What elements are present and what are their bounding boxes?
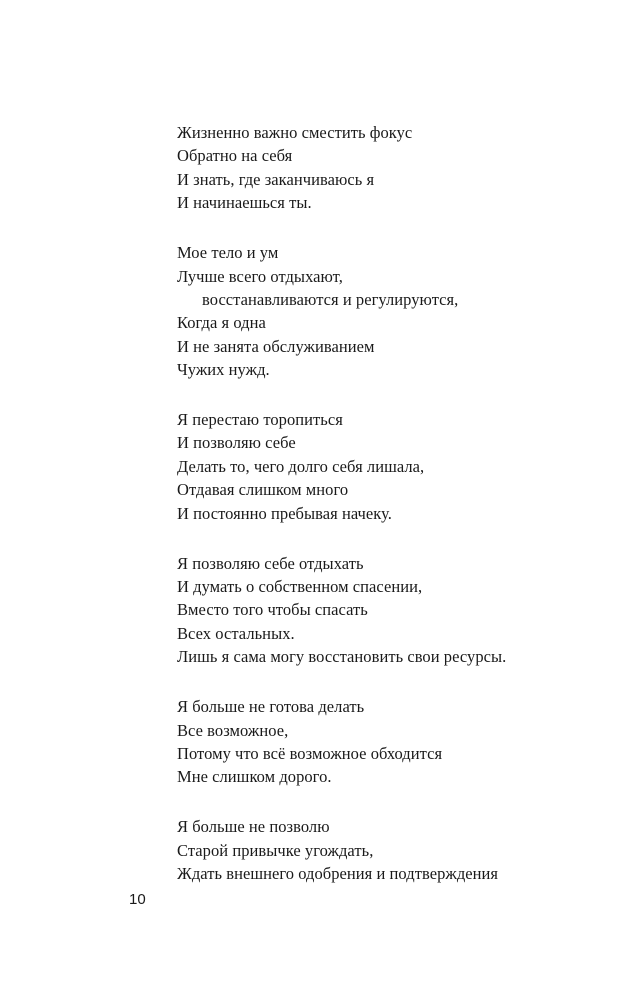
poem-line: Жизненно важно сместить фокус	[177, 123, 413, 142]
page-number: 10	[129, 891, 146, 908]
poem-line: Лишь я сама могу восстановить свои ресурсы.	[177, 647, 507, 667]
poem-line: Чужих нужд.	[177, 360, 270, 380]
poem-line: И не занята обслуживанием	[177, 336, 375, 356]
poem-line: И позволяю себе	[177, 433, 296, 453]
poem-line: Ждать внешнего одобрения и подтверждения	[177, 864, 499, 884]
poem-line: И начинаешься ты.	[177, 193, 312, 213]
poem-line: Обратно на себя	[177, 146, 293, 166]
stanza-5	[177, 695, 597, 789]
poem-line: И думать о собственном спасении,	[177, 577, 423, 596]
poem-line: И постоянно пребывая начеку.	[177, 503, 392, 523]
poem-line: Вместо того чтобы спасать	[177, 600, 368, 620]
poem-line: Я больше не позволю	[177, 817, 330, 837]
poem-line: Я больше не готова делать	[177, 697, 365, 717]
poem-line: Мне слишком дорого.	[177, 767, 332, 787]
poem-line: И знать, где заканчиваюсь я	[177, 169, 375, 189]
poem-line-indented: восстанавливаются и регулируются,	[202, 289, 459, 309]
poem-line: Отдавая слишком много	[177, 480, 349, 500]
stanza-3	[177, 408, 597, 525]
stanza-4	[177, 552, 597, 669]
stanza-1	[177, 121, 597, 215]
poem-line: Когда я одна	[177, 313, 266, 333]
poem	[177, 121, 597, 912]
poem-line: Лучше всего отдыхают,	[177, 266, 343, 286]
poem-line: Я перестаю торопиться	[177, 410, 343, 430]
stanza-2	[177, 241, 597, 381]
poem-line: Мое тело и ум	[177, 243, 279, 263]
poem-line: Всех остальных.	[177, 623, 295, 643]
poem-line: Я позволяю себе отдыхать	[177, 553, 364, 573]
stanza-6	[177, 815, 597, 885]
poem-line: Старой привычке угождать,	[177, 840, 374, 860]
poem-line: Потому что всё возможное обходится	[177, 743, 443, 763]
poem-line: Делать то, чего долго себя лишала,	[177, 456, 425, 476]
poem-line: Все возможное,	[177, 720, 289, 740]
